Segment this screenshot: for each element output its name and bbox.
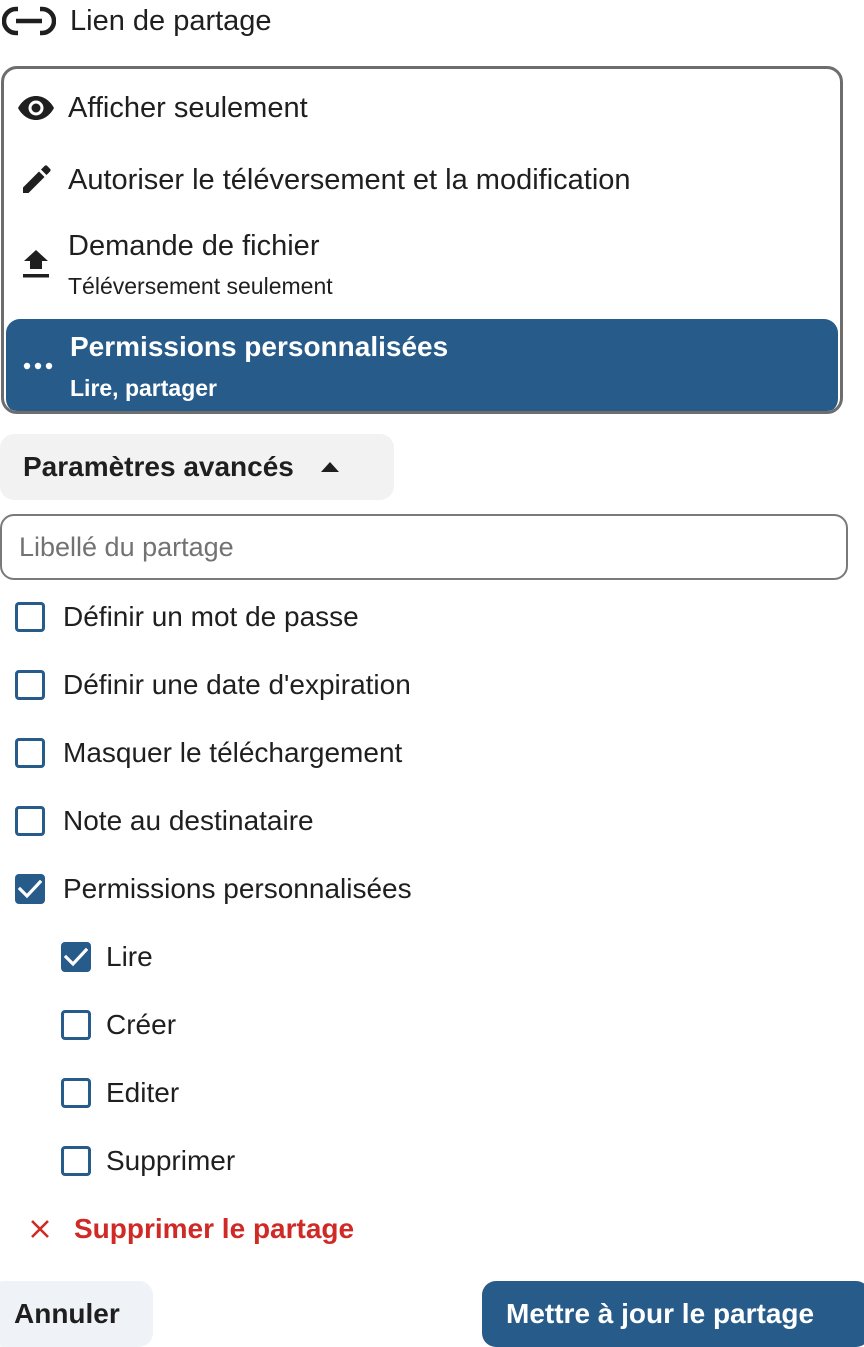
share-label-input[interactable] (0, 514, 848, 580)
permission-read-checkbox[interactable] (61, 942, 91, 972)
note-to-recipient-checkbox[interactable] (15, 806, 45, 836)
permission-option-view-only[interactable] (4, 73, 840, 143)
permission-option-label: Demande de fichier (68, 230, 320, 262)
permission-edit-checkbox[interactable] (61, 1078, 91, 1108)
custom-permissions-option[interactable] (15, 864, 412, 914)
checkbox-label: Note au destinataire (63, 805, 314, 836)
share-link-title: Lien de partage (70, 4, 272, 37)
upload-icon (4, 249, 68, 281)
hide-download-checkbox[interactable] (15, 738, 45, 768)
set-password-option[interactable] (15, 592, 359, 642)
update-share-button[interactable]: Mettre à jour le partage (482, 1281, 864, 1347)
set-password-checkbox[interactable] (15, 602, 45, 632)
permission-delete-checkbox[interactable] (61, 1146, 91, 1176)
permission-read-option[interactable] (61, 932, 153, 982)
checkbox-label: Lire (106, 941, 153, 972)
permission-option-file-request[interactable] (4, 217, 840, 313)
check-icon (64, 947, 88, 967)
checkbox-label: Masquer le téléchargement (63, 737, 403, 768)
permission-create-checkbox[interactable] (61, 1010, 91, 1040)
permission-option-label: Autoriser le téléversement et la modification (68, 163, 631, 196)
cancel-button[interactable]: Annuler (0, 1281, 153, 1347)
set-expiration-checkbox[interactable] (15, 670, 45, 700)
permission-picker (1, 66, 843, 414)
share-link-header (0, 0, 272, 42)
dots-horizontal-icon (6, 362, 70, 370)
permission-option-label: Afficher seulement (68, 91, 308, 124)
permission-delete-option[interactable] (61, 1136, 235, 1186)
permission-option-allow-edit[interactable] (4, 145, 840, 215)
checkbox-label: Définir un mot de passe (63, 601, 359, 632)
check-icon (18, 879, 42, 899)
delete-share-button[interactable] (28, 1206, 354, 1252)
eye-icon (4, 95, 68, 121)
set-expiration-option[interactable] (15, 660, 411, 710)
permission-option-label: Permissions personnalisées (70, 330, 449, 362)
custom-permissions-checkbox[interactable] (15, 874, 45, 904)
link-icon (2, 6, 58, 36)
advanced-settings-toggle[interactable] (0, 434, 394, 500)
close-icon (28, 1217, 52, 1241)
checkbox-label: Définir une date d'expiration (63, 669, 411, 700)
checkbox-label: Supprimer (106, 1145, 236, 1176)
pencil-icon (4, 164, 68, 196)
advanced-settings-label: Paramètres avancés (23, 451, 294, 482)
permission-edit-option[interactable] (61, 1068, 179, 1118)
permission-option-sublabel: Téléversement seulement (68, 273, 333, 299)
hide-download-option[interactable] (15, 728, 402, 778)
permission-option-sublabel: Lire, partager (70, 374, 217, 401)
caret-up-icon (320, 461, 340, 473)
checkbox-label: Editer (106, 1077, 180, 1108)
permission-create-option[interactable] (61, 1000, 176, 1050)
note-to-recipient-option[interactable] (15, 796, 314, 846)
checkbox-label: Permissions personnalisées (63, 873, 412, 904)
checkbox-label: Créer (106, 1009, 177, 1040)
delete-share-label: Supprimer le partage (74, 1213, 355, 1244)
permission-option-custom[interactable] (6, 319, 838, 413)
